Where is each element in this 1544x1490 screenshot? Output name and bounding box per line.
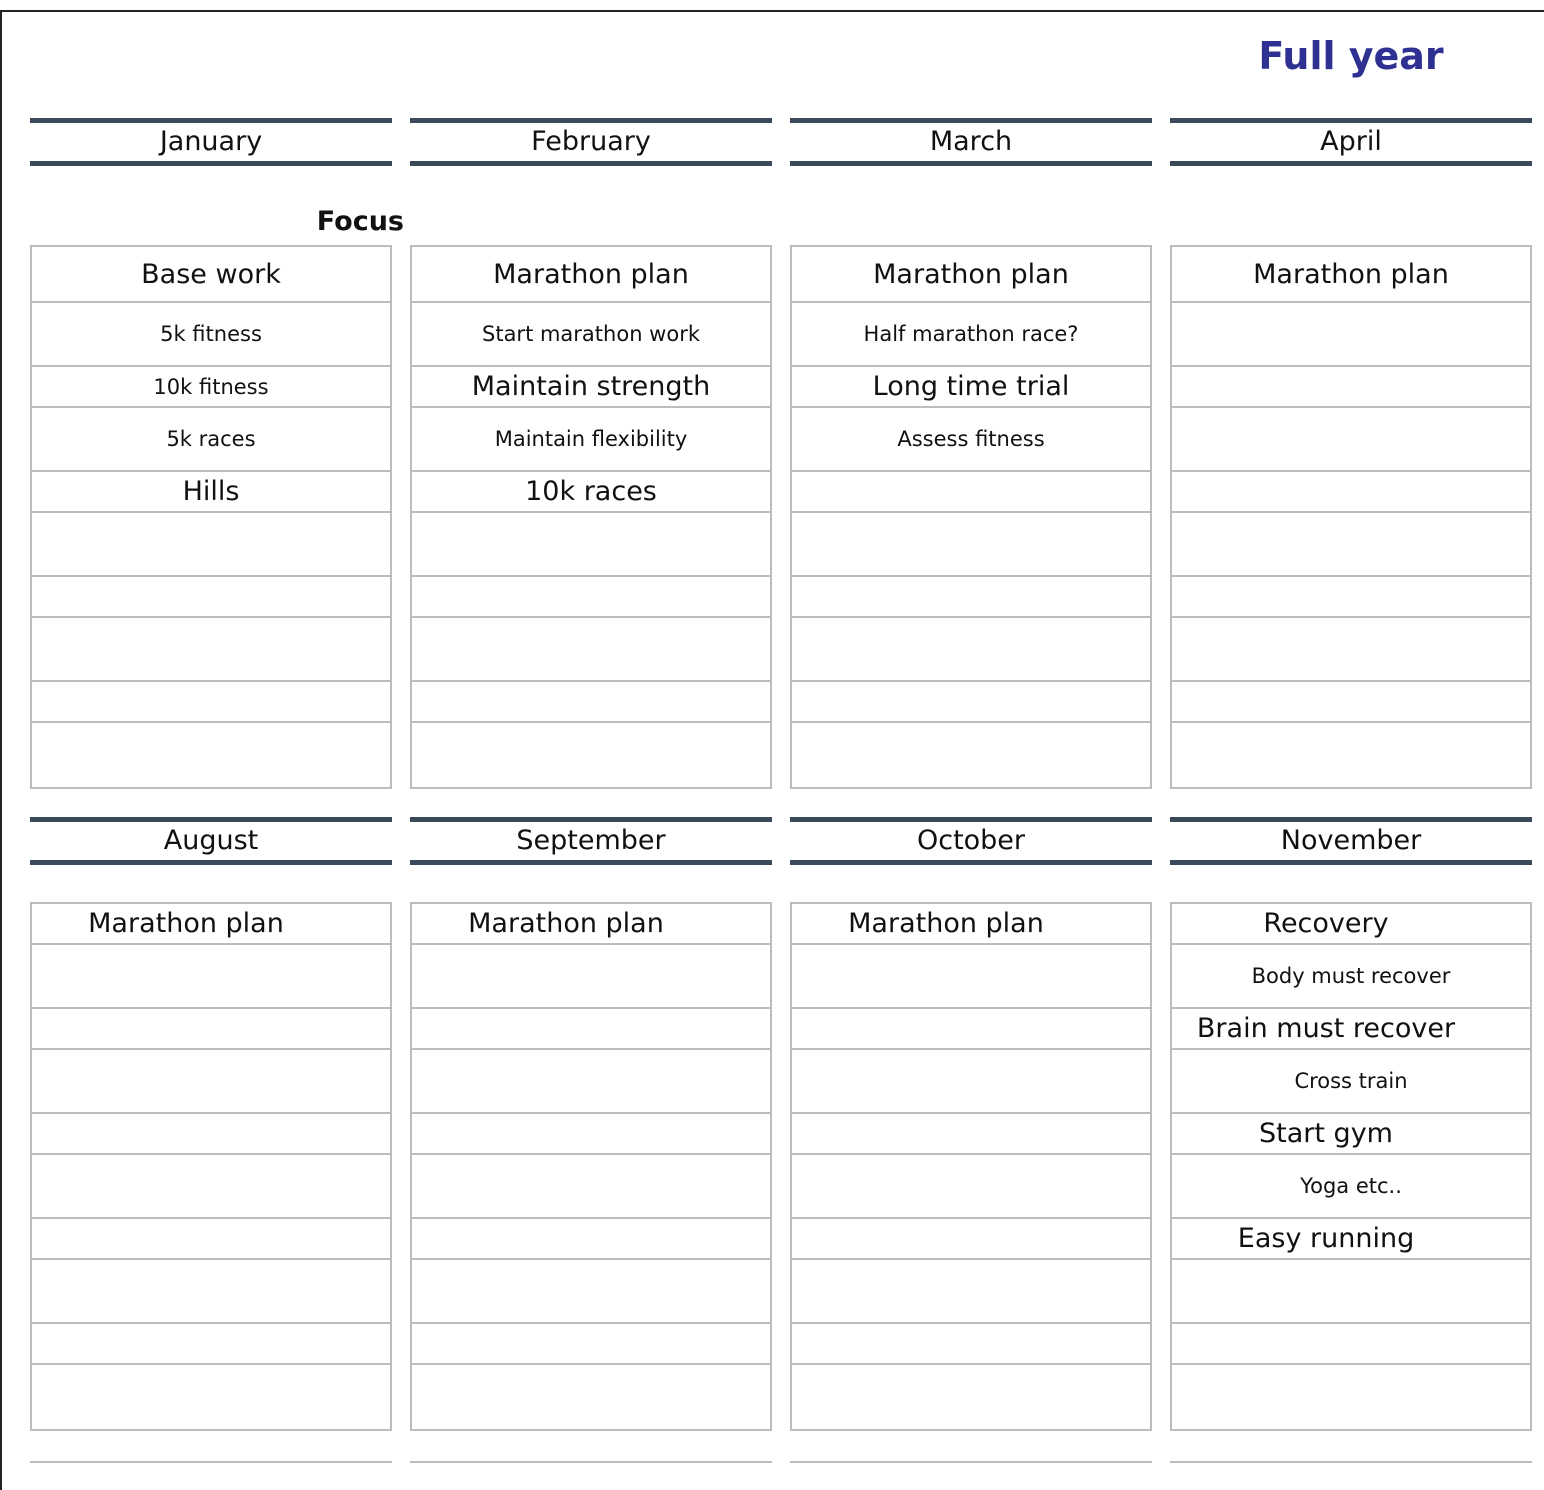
month-header-october: October [790, 817, 1152, 865]
plan-cell[interactable]: Marathon plan [1172, 247, 1530, 303]
focus-cell[interactable] [412, 1155, 770, 1219]
focus-cell[interactable] [792, 472, 1150, 513]
focus-cell[interactable]: Long time trial [792, 367, 1150, 408]
focus-cell[interactable] [1172, 367, 1530, 408]
focus-cell[interactable] [1172, 618, 1530, 682]
focus-cell[interactable] [1172, 577, 1530, 618]
focus-cell[interactable]: Assess fitness [792, 408, 1150, 472]
focus-cell[interactable] [792, 1114, 1150, 1155]
focus-cell[interactable] [1172, 303, 1530, 367]
month-table-november [1170, 902, 1532, 1431]
focus-cell[interactable] [1172, 1365, 1530, 1429]
month-header-march: March [790, 118, 1152, 166]
focus-cell[interactable] [792, 1155, 1150, 1219]
focus-cell[interactable] [792, 577, 1150, 618]
focus-cell[interactable] [1172, 723, 1530, 787]
plan-cell[interactable]: Marathon plan [412, 904, 770, 945]
focus-cell[interactable] [412, 618, 770, 682]
focus-cell[interactable] [32, 1365, 390, 1429]
focus-cell[interactable] [412, 1009, 770, 1050]
focus-cell[interactable]: 5k fitness [32, 303, 390, 367]
focus-cell[interactable] [32, 1114, 390, 1155]
focus-cell[interactable] [412, 723, 770, 787]
page-title: Full year [1258, 34, 1444, 78]
plan-cell[interactable]: Base work [32, 247, 390, 303]
focus-cell[interactable]: Start marathon work [412, 303, 770, 367]
focus-cell[interactable] [32, 1324, 390, 1365]
focus-cell[interactable] [792, 1260, 1150, 1324]
month-table-october [790, 902, 1152, 1431]
focus-cell[interactable] [792, 1219, 1150, 1260]
focus-cell[interactable]: Half marathon race? [792, 303, 1150, 367]
month-table-april [1170, 245, 1532, 789]
focus-cell[interactable] [412, 1365, 770, 1429]
focus-cell[interactable]: Hills [32, 472, 390, 513]
month-table-february [410, 245, 772, 789]
plan-cell[interactable]: Marathon plan [32, 904, 390, 945]
focus-cell[interactable] [1172, 1324, 1530, 1365]
focus-cell[interactable] [32, 1155, 390, 1219]
focus-cell[interactable] [412, 577, 770, 618]
focus-cell[interactable] [412, 513, 770, 577]
focus-cell[interactable] [412, 1324, 770, 1365]
focus-cell[interactable] [792, 1009, 1150, 1050]
month-header-april: April [1170, 118, 1532, 166]
month-table-march [790, 245, 1152, 789]
month-header-january: January [30, 118, 392, 166]
focus-cell[interactable]: Maintain flexibility [412, 408, 770, 472]
month-table-september [410, 902, 772, 1431]
month-header-february: February [410, 118, 772, 166]
plan-cell[interactable]: Recovery [1172, 904, 1530, 945]
focus-cell[interactable] [792, 1365, 1150, 1429]
focus-cell[interactable]: Maintain strength [412, 367, 770, 408]
focus-cell[interactable]: Brain must recover [1172, 1009, 1530, 1050]
focus-cell[interactable] [1172, 472, 1530, 513]
focus-cell[interactable] [32, 945, 390, 1009]
focus-cell[interactable]: Yoga etc.. [1172, 1155, 1530, 1219]
focus-cell[interactable] [1172, 682, 1530, 723]
focus-cell[interactable] [1172, 513, 1530, 577]
focus-cell[interactable] [792, 618, 1150, 682]
focus-cell[interactable] [792, 723, 1150, 787]
focus-cell[interactable] [792, 513, 1150, 577]
focus-cell[interactable] [32, 1219, 390, 1260]
focus-cell[interactable] [32, 618, 390, 682]
plan-cell[interactable]: Marathon plan [792, 904, 1150, 945]
month-table-august [30, 902, 392, 1431]
focus-cell[interactable] [32, 723, 390, 787]
focus-cell[interactable] [792, 945, 1150, 1009]
focus-cell[interactable] [32, 682, 390, 723]
focus-cell[interactable] [32, 1260, 390, 1324]
focus-cell[interactable] [792, 1324, 1150, 1365]
focus-cell[interactable] [792, 682, 1150, 723]
focus-cell[interactable]: Cross train [1172, 1050, 1530, 1114]
plan-cell[interactable]: Marathon plan [412, 247, 770, 303]
focus-cell[interactable] [412, 1219, 770, 1260]
focus-cell[interactable] [412, 1114, 770, 1155]
focus-cell[interactable] [412, 682, 770, 723]
month-header-september: September [410, 817, 772, 865]
focus-cell[interactable]: Body must recover [1172, 945, 1530, 1009]
focus-cell[interactable]: Easy running [1172, 1219, 1530, 1260]
focus-cell[interactable] [412, 945, 770, 1009]
month-header-november: November [1170, 817, 1532, 865]
focus-cell[interactable] [1172, 1260, 1530, 1324]
focus-cell[interactable] [412, 1050, 770, 1114]
focus-cell[interactable] [1172, 408, 1530, 472]
focus-cell[interactable] [32, 513, 390, 577]
focus-cell[interactable]: 10k fitness [32, 367, 390, 408]
month-header-august: August [30, 817, 392, 865]
focus-cell[interactable]: 10k races [412, 472, 770, 513]
focus-label: Focus [316, 206, 404, 237]
focus-cell[interactable] [32, 577, 390, 618]
focus-cell[interactable]: 5k races [32, 408, 390, 472]
plan-cell[interactable]: Marathon plan [792, 247, 1150, 303]
focus-cell[interactable] [32, 1009, 390, 1050]
focus-cell[interactable] [412, 1260, 770, 1324]
focus-cell[interactable] [792, 1050, 1150, 1114]
focus-cell[interactable] [32, 1050, 390, 1114]
month-table-january [30, 245, 392, 789]
focus-cell[interactable]: Start gym [1172, 1114, 1530, 1155]
